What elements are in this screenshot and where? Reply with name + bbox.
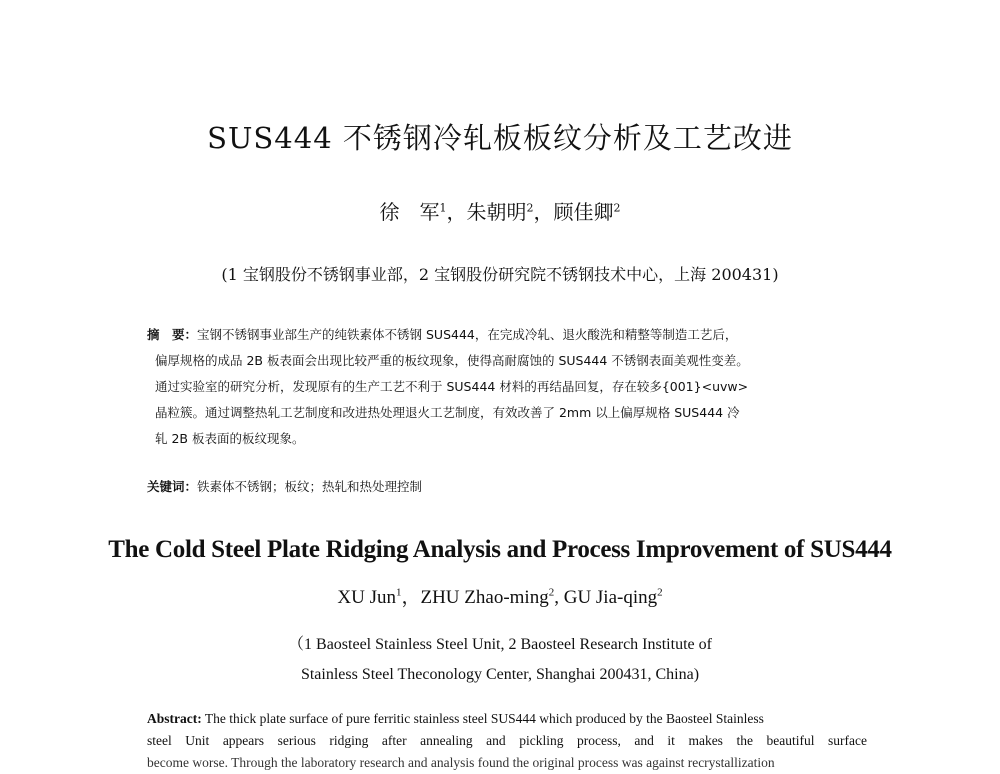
english-affiliation: [0, 630, 1000, 690]
author-separator: ，: [446, 200, 467, 224]
english-abstract-line: become worse. Through the laboratory research and analysis found the original process was against recrystallization: [147, 755, 775, 770]
author-2-cn-affil-mark: 2: [526, 201, 534, 215]
english-abstract-line: steel Unit appears serious ridging after annealing and pickling process, and it makes the beautiful surface: [147, 733, 867, 748]
author-separator: ，: [533, 200, 554, 224]
chinese-keywords-text: 铁素体不锈钢；板纹；热轧和热处理控制: [197, 479, 423, 494]
chinese-abstract: [147, 322, 867, 452]
author-1-cn-affil-mark: 1: [439, 201, 447, 215]
english-abstract-line: [147, 708, 867, 730]
english-abstract-label: Abstract:: [147, 711, 202, 726]
chinese-abstract-line: 轧 2B 板表面的板纹现象。: [155, 431, 305, 446]
author-separator: ，: [401, 587, 421, 608]
chinese-title: SUS444 不锈钢冷轧板板纹分析及工艺改进: [207, 121, 793, 155]
chinese-abstract-line: 偏厚规格的成品 2B 板表面会出现比较严重的板纹现象，使得高耐腐蚀的 SUS444 不锈钢表面美观性变差。: [155, 353, 749, 368]
chinese-abstract-label: 摘 要：: [147, 327, 198, 342]
author-3-en: GU Jia-qing: [563, 587, 658, 608]
english-affiliation-line-2: Stainless Steel Theconology Center, Shanghai 200431, China): [300, 666, 700, 683]
english-title: The Cold Steel Plate Ridging Analysis and Process Improvement of SUS444: [108, 536, 892, 563]
chinese-authors: [0, 196, 1000, 225]
chinese-affiliation: (1 宝钢股份不锈钢事业部，2 宝钢股份研究院不锈钢技术中心，上海 200431): [221, 265, 779, 284]
chinese-abstract-line: 晶粒簇。通过调整热轧工艺制度和改进热处理退火工艺制度，有效改善了 2mm 以上偏厚规格 SUS444 冷: [155, 405, 740, 420]
author-3-cn: 顾佳卿: [553, 200, 614, 224]
author-1-en-affil-mark: 1: [395, 586, 402, 599]
english-affiliation-line-1: （1 Baosteel Stainless Steel Unit, 2 Baosteel Research Institute of: [288, 636, 712, 653]
english-authors: [0, 582, 1000, 609]
author-2-en: ZHU Zhao-ming: [420, 587, 549, 608]
author-1-cn: 徐 军: [379, 200, 440, 224]
chinese-abstract-line: 通过实验室的研究分析，发现原有的生产工艺不利于 SUS444 材料的再结晶回复，存在较多{001}<uvw>: [155, 379, 749, 394]
author-2-en-affil-mark: 2: [548, 586, 555, 599]
author-1-en: XU Jun: [337, 587, 396, 608]
chinese-keywords-label: 关键词：: [147, 479, 198, 494]
english-abstract: [147, 708, 867, 774]
chinese-abstract-text: 宝钢不锈钢事业部生产的纯铁素体不锈钢 SUS444，在完成冷轧、退火酸洗和精整等制造工艺后，: [197, 327, 738, 342]
author-3-en-affil-mark: 2: [657, 586, 663, 599]
author-separator: ,: [554, 587, 564, 608]
author-2-cn: 朱朝明: [466, 200, 527, 224]
english-abstract-text: The thick plate surface of pure ferritic stainless steel SUS444 which produced by the Baosteel Stainless: [201, 711, 764, 726]
author-3-cn-affil-mark: 2: [613, 201, 621, 215]
chinese-abstract-line: [147, 322, 867, 348]
chinese-keywords: [147, 477, 867, 495]
